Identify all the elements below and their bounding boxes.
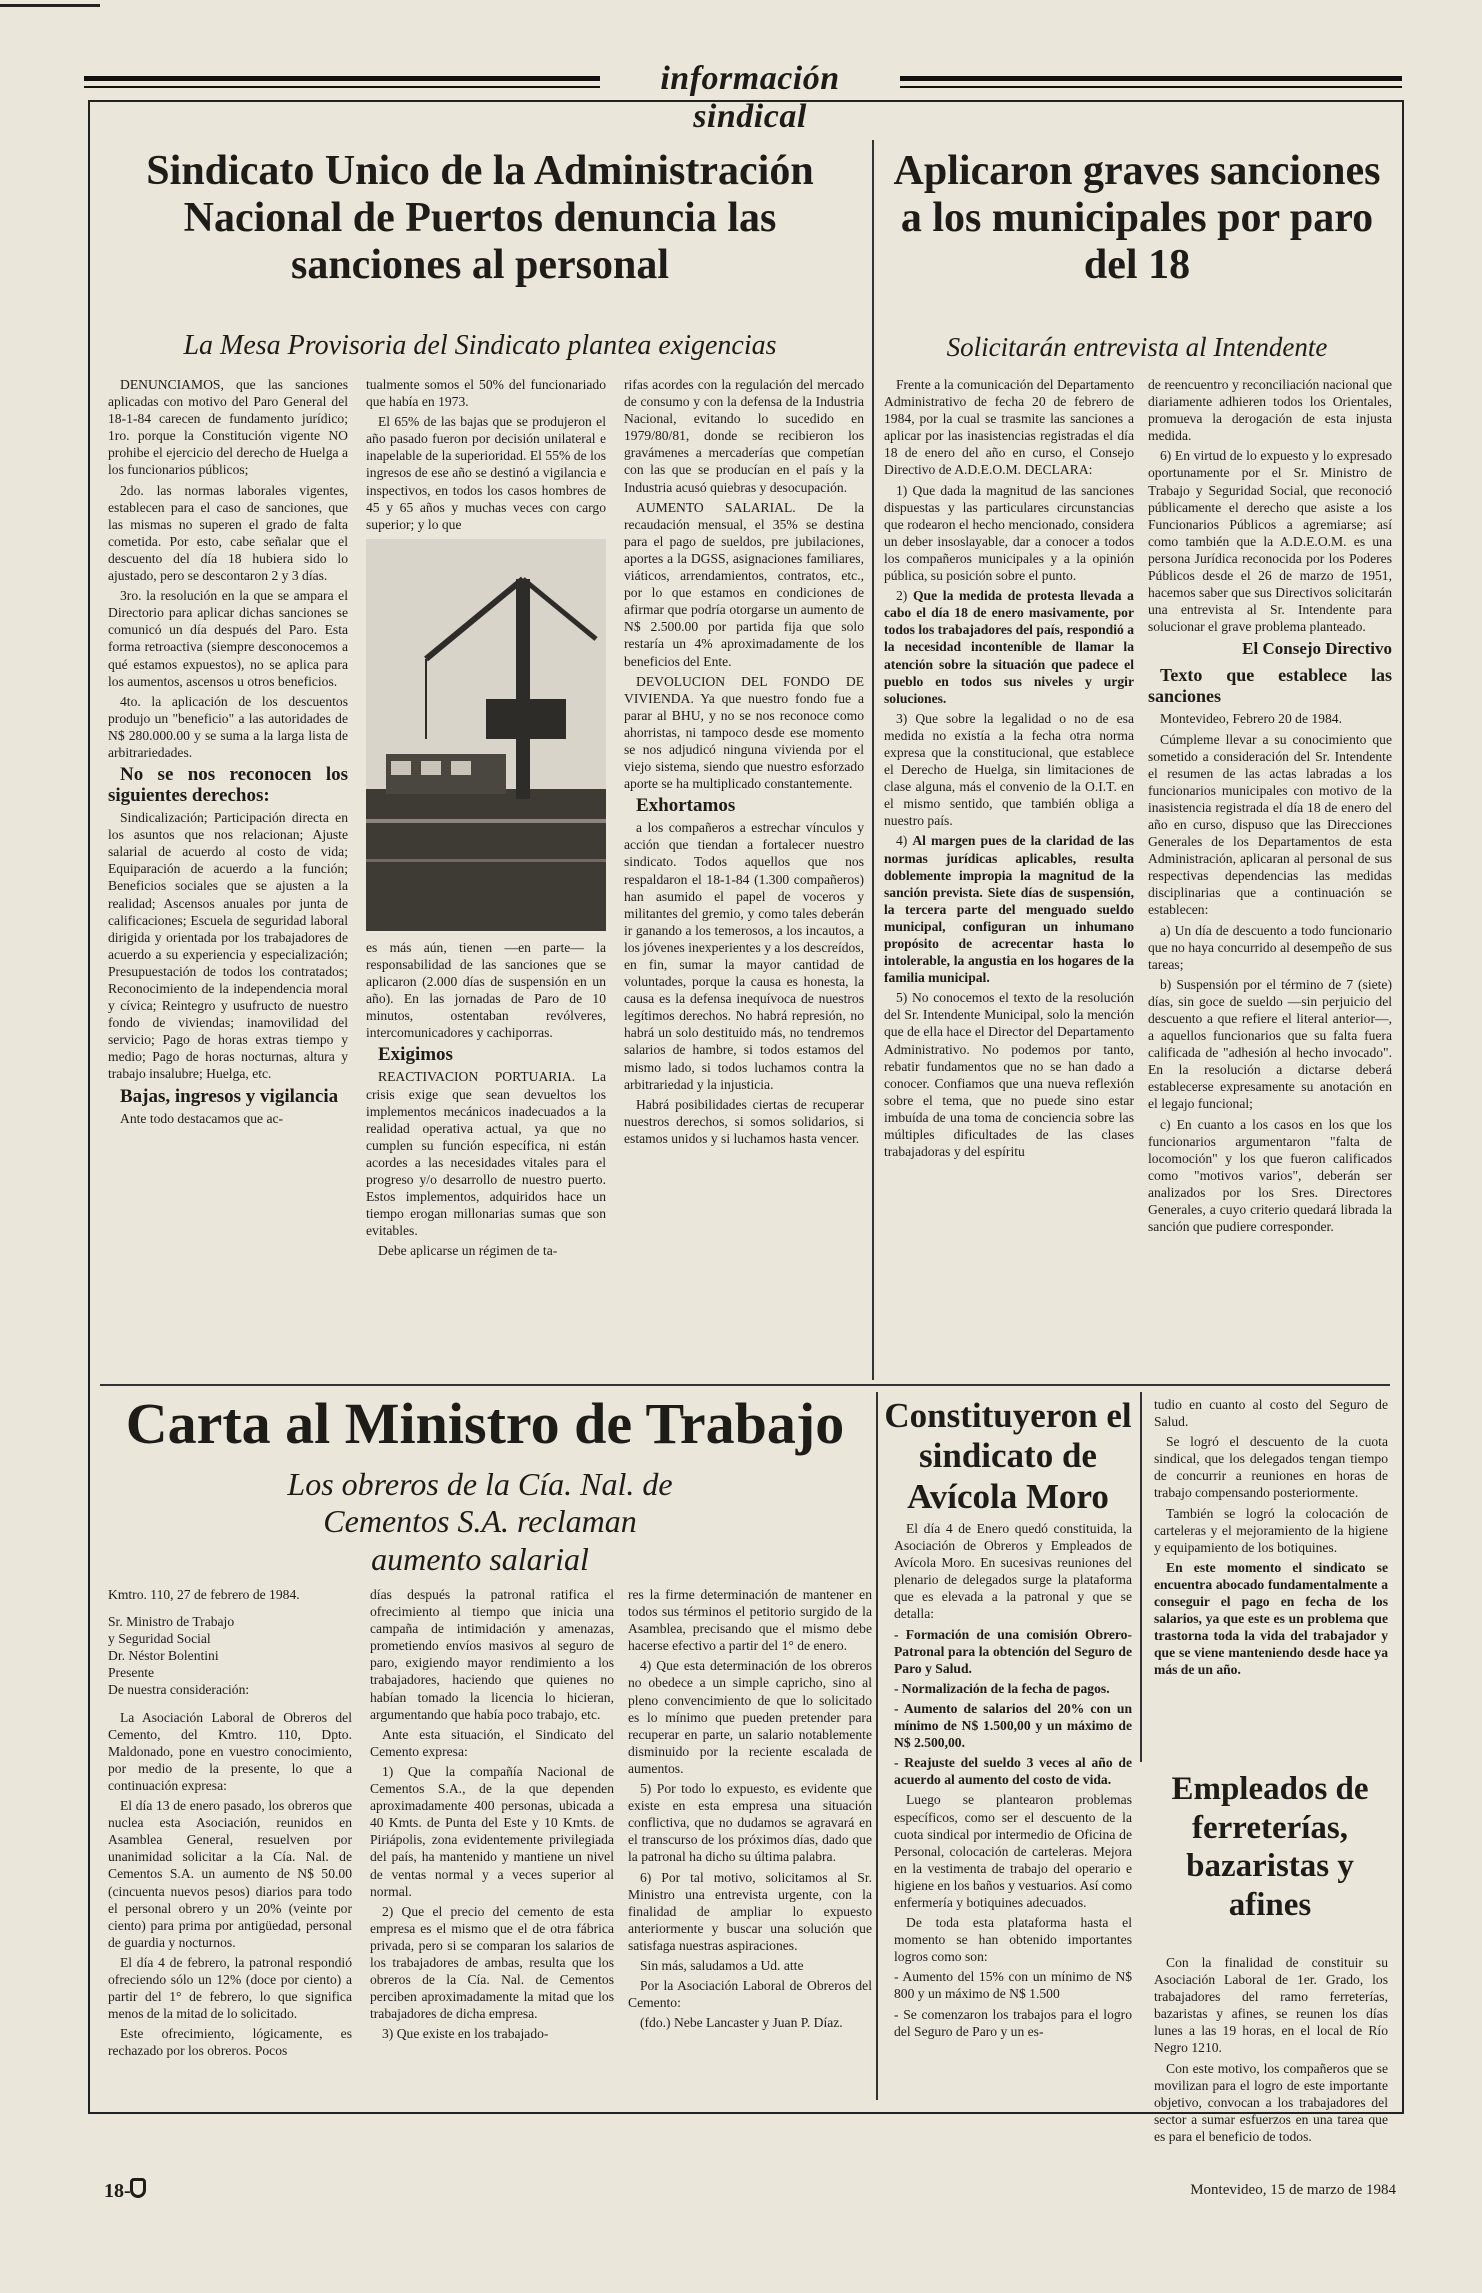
- article1-subhead: No se nos reconocen los siguientes derechos:: [108, 764, 348, 807]
- article2-paragraph: Montevideo, Febrero 20 de 1984.: [1160, 711, 1342, 727]
- article1-paragraph: Ante todo destacamos que ac-: [120, 1110, 284, 1126]
- article2-paragraph: [884, 832, 1134, 986]
- article2-column-2: [1148, 376, 1392, 1382]
- article2-item-number: 2): [896, 588, 913, 604]
- article4-achievement: - Aumento del 15% con un mínimo de N$ 800 y un máximo de N$ 1.500: [894, 1969, 1132, 2002]
- article2-subhead: Texto que establece las sanciones: [1148, 665, 1392, 707]
- section-divider: [100, 1384, 1390, 1386]
- article4-paragraph: Luego se plantearon problemas específicos, como ser el descuento de la cuota sindical por intermedio de Oficina de Personal, colocación de carteleras. Mejora en la vestimenta de trabajo del operario e higiene en los baños y vestuarios. Así como enfermería y botiquines adecuados.: [894, 1792, 1132, 1910]
- article1-paragraph: DENUNCIAMOS, que las sanciones aplicadas con motivo del Paro General del 18-1-84 carecen de fundamento jurídico; 1ro. porque la Constitución vigente NO prohibe el ejercicio del derecho de Huelga a los funcionarios públicos;: [108, 377, 348, 478]
- article2-paragraph: 3) Que sobre la legalidad o no de esa medida no existía a la fecha otra norma expresa que la constitucional, que establece el Derecho de Huelga, sin limitaciones de clase alguna, más el convenio de la O.I.T. en el mismo sentido, que también obliga a nuestro país.: [884, 710, 1134, 829]
- letter-addressee: Dr. Néstor Bolentini: [108, 1648, 219, 1664]
- letter-addressee: Sr. Ministro de Trabajo: [108, 1614, 235, 1630]
- letter-dateline: Kmtro. 110, 27 de febrero de 1984.: [108, 1587, 300, 1602]
- article1-paragraph: Sindicalización; Participación directa en los asuntos que nos relacionan; Ajuste salarial de acuerdo al costo de vida; Equiparación de acuerdo a la función; Beneficios sociales que se ajusten a la realidad; Ascensos anuales por junta de calificaciones; Escuela de seguridad laboral dirigida y orientada por los trabajadores de acuerdo a su experiencia y especialización; Presupuestación de todos los contratados; Reconocimiento de la independencia moral y cívica; Reintegro y usufructo de nuestro fondo de viviendas; inamovilidad del servicio; Pago de horas extras tiempo y medio; Pago de horas nocturnas, altura y trabajo insalubre; Huelga, etc.: [108, 810, 348, 1082]
- port-crane-illustration: [366, 539, 606, 931]
- article2-headline: Aplicaron graves sanciones a los municipales por paro del 18: [893, 148, 1381, 289]
- article3-paragraph: 5) Por todo lo expuesto, es evidente que existe en esta empresa una situación conflictiva, que no dudamos se agravará en el transcurso de los próximos días, dado que la patronal ha dicho su última palabra.: [628, 1781, 872, 1865]
- publication-logo-icon: [130, 2178, 146, 2198]
- article4-column-2: [1154, 1396, 1388, 1762]
- article5-paragraph: Con este motivo, los compañeros que se movilizan para el logro de este importante objetivo, convocan a los trabajadores del sector a sumar esfuerzos en una tarea que es para el beneficio de todos.: [1154, 2060, 1388, 2144]
- article2-paragraph: b) Suspensión por el término de 7 (siete) días, sin goce de sueldo —sin perjuicio del descuento a que refiere el literal anterior—, a aquellos funcionarios que su falta fuera calificada de "adhesión al hecho invocado". En la resolución a dictarse deberá establecerse expresamente su anotación en el legajo funcional;: [1148, 976, 1392, 1112]
- article2-paragraph: 1) Que dada la magnitud de las sanciones dispuestas y las particulares circunstancias que rodearon el hecho mencionado, considera un deber insoslayable, dar a conocer a todos los compañeros municipales y a la opinión pública, su posición sobre el punto.: [884, 482, 1134, 584]
- article4-demand: - Formación de una comisión Obrero-Patronal para la obtención del Seguro de Paro y Salud.: [894, 1626, 1132, 1676]
- page-number: 18-: [104, 2180, 131, 2202]
- article1-paragraph: 3ro. la resolución en la que se ampara el Directorio para aplicar dichas sanciones se comunicó un día después del Paro. Esta forma retroactiva (siempre desconocemos a qué estamos expuestos), no se aplica para los aumentos, ascensos u otros beneficios.: [108, 588, 348, 689]
- article2-deck: Solicitarán entrevista al Intendente: [946, 332, 1328, 362]
- article1-paragraph: tualmente somos el 50% del funcionariado que había en 1973.: [366, 377, 606, 410]
- article2-signature: El Consejo Directivo: [1242, 639, 1392, 659]
- article2-bold-text: Al margen pues de la claridad de las normas jurídicas aplicables, resulta doblemente impropia la magnitud de la sanción prevista. Siete días de suspensión, la tercera parte del menguado sueldo municipal, configuran un inhumano propósito de acrecentar hasta lo intolerable, la angustia en los hogares de la familia municipal.: [884, 833, 1134, 986]
- article3-paragraph: Por la Asociación Laboral de Obreros del Cemento:: [628, 1978, 872, 2011]
- article4-paragraph: tudio en cuanto al costo del Seguro de Salud.: [1154, 1397, 1388, 1430]
- article1-headline: Sindicato Unico de la Administración Nacional de Puertos denuncia las sanciones al personal: [146, 148, 814, 289]
- article2-paragraph: a) Un día de descuento a todo funcionario que no haya concurrido al desempeño de sus tareas;: [1148, 922, 1392, 972]
- article3-paragraph: Sin más, saludamos a Ud. atte: [640, 1957, 804, 1973]
- article1-paragraph: AUMENTO SALARIAL. De la recaudación mensual, el 35% se destina para el pago de sueldos, pre jubilaciones, aportes a la DGSS, asignaciones familiares, viáticos, arrendamientos, contratos, etc., por lo que estamos en condiciones de afirmar que podría otorgarse un aumento de N$ 2.500.00 por partida fija que solo restaría un 4% aproximadamente de los beneficios del Ente.: [624, 499, 864, 669]
- port-crane-photo: [366, 539, 606, 931]
- article1-paragraph: a los compañeros a estrechar vínculos y acción que tiendan a fortalecer nuestro sindicato. Todos aquellos que nos respaldaron el 18-1-84 (1.300 compañeros) han asumido el papel de voceros y militantes del gremio, y como tales deberán ir ganando a los temerosos, a los incautos, a los jóvenes inexperientes y a los descreídos, en fin, sumar la mayor cantidad de voluntades, porque la causa es honesta, la causa es la defensa inequívoca de nuestros legítimos derechos. No habrá represión, no habrá un solo destituido más, no tendremos salarios de hambre, si todos estamos del mismo lado, si todos luchamos contra la arbitrariedad y la injusticia.: [624, 820, 864, 1092]
- article3-paragraph: 4) Que esta determinación de los obreros no obedece a un simple capricho, sino al pleno convencimiento de que lo solicitado es lo mínimo que pueden pretender para recuperar en parte, un salario notablemente disminuido por la reciente escalada de aumentos.: [628, 1658, 872, 1776]
- article4-demand: - Reajuste del sueldo 3 veces al año de acuerdo al aumento del costo de vida.: [894, 1755, 1132, 1788]
- article3-paragraph: La Asociación Laboral de Obreros del Cemento, del Kmtro. 110, Dpto. Maldonado, pone en vuestro conocimiento, por medio de la presente, lo que a continuación expresa:: [108, 1709, 352, 1793]
- article1-deck: La Mesa Provisoria del Sindicato plantea exigencias: [183, 330, 777, 361]
- article1-subhead: Bajas, ingresos y vigilancia: [120, 1085, 339, 1107]
- section-title: información sindical: [600, 60, 900, 136]
- article3-column-2: [370, 1586, 614, 2106]
- article1-paragraph: Debe aplicarse un régimen de ta-: [378, 1243, 558, 1259]
- article3-deck: Los obreros de la Cía. Nal. de Cementos S.A. reclaman aumento salarial: [287, 1466, 673, 1577]
- article3-paragraph: 2) Que el precio del cemento de esta empresa es el mismo que el de otra fábrica privada, pero si se comparan los salarios de los trabajadores de ambas, resulta que los obreros de la Cía. Nal. de Cementos perciben aproximadamente la mitad que los trabajadores de dicha empresa.: [370, 1903, 614, 2022]
- top-rule: [0, 4, 100, 7]
- article1-subhead: Exhortamos: [636, 795, 736, 817]
- article3-paragraph: Ante esta situación, el Sindicato del Cemento expresa:: [370, 1726, 614, 1759]
- article2-paragraph: [884, 587, 1134, 707]
- article2-bold-text: Que la medida de protesta llevada a cabo el día 18 de enero masivamente, por todos los trabajadores del país, respondió a la necesidad inconteníble de llamar la atención sobre la situación que padece el pueblo en todos sus niveles y urgir soluciones.: [884, 588, 1134, 706]
- article1-column-1: [108, 376, 348, 1382]
- article4-paragraph: En este momento el sindicato se encuentra abocado fundamentalmente a conseguir el pago en fecha de los salarios, ya que este es un problema que trastorna toda la vida del trabajador y que se viene manteniendo desde hace ya más de un año.: [1154, 1559, 1388, 1678]
- article2-paragraph: de reencuentro y reconciliación nacional que diariamente adhieren todos los Orientales, promueva la derogación de esta injusta medida.: [1148, 377, 1392, 444]
- article2-paragraph: 6) En virtud de lo expuesto y lo expresado oportunamente por el Sr. Ministro de Trabajo y Seguridad Social, que reconoció públicamente el derecho que asiste a los Funcionarios Públicos a agremiarse; así como también que la A.D.E.O.M. es una persona Jurídica reconocida por los Poderes Públicos desde el 26 de marzo de 1951, hacemos saber que sus Directivos solicitarán una entrevista al Sr. Intendente para solucionar el grave problema planteado.: [1148, 448, 1392, 635]
- article3-paragraph: res la firme determinación de mantener en todos sus términos el petitorio surgido de la Asamblea, precisando que el mismo debe hacerse efectivo a partir del 1° de enero.: [628, 1587, 872, 1654]
- article3-paragraph: 6) Por tal motivo, solicitamos al Sr. Ministro una entrevista urgente, con la finalidad de ampliar lo expuesto anteriormente y buscar una solución que satisfaga nuestras aspiraciones.: [628, 1869, 872, 1953]
- article4-paragraph: También se logró la colocación de carteleras y el mejoramiento de la higiene y equipamiento de los botiquines.: [1154, 1505, 1388, 1555]
- article1-paragraph: es más aún, tienen —en parte— la responsabilidad de las sanciones que se aplicaron (2.000 días de suspensión en un año). En las jornadas de Paro de 10 minutos, ostentaban revólveres, intercomunicadores y cachiporras.: [366, 939, 606, 1041]
- article3-column-1: [108, 1586, 352, 2106]
- article1-subhead: Exigimos: [378, 1044, 453, 1066]
- article1-column-2: [366, 376, 606, 1382]
- article2-item-number: 4): [896, 833, 913, 849]
- article1-paragraph: 4to. la aplicación de los descuentos produjo un "beneficio" a las autoridades de N$ 280.000.00 y se suma a la larga lista de arbitrariedades.: [108, 693, 348, 760]
- letter-addressee: y Seguridad Social: [108, 1631, 211, 1647]
- article2-paragraph: Cúmpleme llevar a su conocimiento que sometido a consideración del Sr. Intendente el resumen de las actas labradas a los funcionarios municipales con motivo de la inasistencia registrada el día 18 de enero del año en curso, dispuso que las Direcciones Generales de los Departamentos de esta Administración, aplicaran al personal de sus respectivas dependencias las medidas disciplinarias que a continuación se establecen:: [1148, 731, 1392, 918]
- article1-paragraph: 2do. las normas laborales vigentes, establecen para el caso de sanciones, que las mismas no superen el grado de falta cometida. Por esto, cabe señalar que el descuento del día 18 hubiera sido lo ajustado, pero se descontaron 2 y 3 días.: [108, 482, 348, 584]
- article3-paragraph: El día 4 de febrero, la patronal respondió ofreciendo sólo un 12% (doce por ciento) a partir del 1° de febrero, lo que significa menos de la mitad de lo solicitado.: [108, 1954, 352, 2022]
- article4-demand: - Normalización de la fecha de pagos.: [894, 1680, 1110, 1696]
- article3-paragraph: días después la patronal ratifica el ofrecimiento al tiempo que inicia una campaña de intimidación y amenazas, prometiendo envíos masivos al seguro de paro, exigiendo mayor rendimiento a los trabajadores, haciendo que quienes no habían tomado la licencia lo hicieran, argumentando que había poco trabajo, etc.: [370, 1587, 614, 1722]
- article1-paragraph: REACTIVACION PORTUARIA. La crisis exige que sean devueltos los implementos mecánicos inadecuados a la realidad operativa actual, ya que no cumplen su función específica, ni están acordes a las necesidades vitales para el progreso y/o desarrollo de nuestro puerto. Estos implementos, adquiridos hace un tiempo erogan millonarias sumas que son evitables.: [366, 1069, 606, 1239]
- article1-paragraph: DEVOLUCION DEL FONDO DE VIVIENDA. Ya que nuestro fondo fue a parar al BHU, y no se nos reconoce como ahorristas, ni tampoco desde ese momento se nos adjudicó ninguna vivienda por el viejo sistema, siendo que nuestro esforzado aporte se ha multiplicado constantemente.: [624, 673, 864, 792]
- article5-column: [1154, 1954, 1388, 2144]
- column-divider: [872, 140, 874, 1380]
- article5-paragraph: Con la finalidad de constituir su Asociación Laboral de 1er. Grado, los trabajadores del ramo ferreterías, bazaristas y afines, se reunen los días lunes a las 19 horas, en el local de Río Negro 1210.: [1154, 1955, 1388, 2056]
- article5-headline: Empleados de ferreterías, bazaristas y afines: [1171, 1771, 1369, 1923]
- article3-paragraph: El día 13 de enero pasado, los obreros que nuclea esta Asociación, reunidos en Asamblea General, resuelven por unanimidad solicitar a la Cía. Nal. de Cementos S.A. un aumento de N$ 50.00 (cincuenta nuevos pesos) diarios para todo el personal obrero y un 20% (veinte por ciento) para prima por antigüedad, personal de guardia y nocturnos.: [108, 1798, 352, 1950]
- article3-paragraph: Este ofrecimiento, lógicamente, es rechazado por los obreros. Pocos: [108, 2026, 352, 2059]
- article4-paragraph: Se logró el descuento de la cuota sindical, que los delegados tengan tiempo de concurrir a reuniones en horas de trabajo compensando posteriormente.: [1154, 1434, 1388, 1501]
- publication-date: Montevideo, 15 de marzo de 1984: [1190, 2182, 1396, 2198]
- article3-paragraph: 3) Que existe en los trabajado-: [382, 2026, 549, 2042]
- article1-paragraph: rifas acordes con la regulación del mercado de consumo y con la defensa de la Industria Nacional, evitando lo sucedido en 1979/80/81, donde se recibieron los gravámenes a mercaderías que competían con las que se producían en el país y la Industria acusó quiebras y desocupación.: [624, 377, 864, 495]
- column-divider-lower: [876, 1392, 878, 2100]
- article1-column-3: [624, 376, 864, 1382]
- column-divider-inner: [1140, 1392, 1142, 1762]
- article2-paragraph: Frente a la comunicación del Departamento Administrativo de fecha 20 de febrero de 1984, por la cual se trasmite las sanciones a aplicar por las inasistencias registradas el día 18 de enero del año en curso, el Consejo Directivo de A.D.E.O.M. DECLARA:: [884, 377, 1134, 478]
- article1-paragraph: Habrá posibilidades ciertas de recuperar nuestros derechos, si somos solidarios, si estamos unidos y si luchamos hasta vencer.: [624, 1096, 864, 1146]
- article3-paragraph: (fdo.) Nebe Lancaster y Juan P. Díaz.: [640, 2015, 843, 2031]
- letter-addressee: Presente: [108, 1665, 155, 1681]
- article2-paragraph: c) En cuanto a los casos en los que los funcionarios argumentaron "falta de locomoción" y los que fueron calificados como "motivos varios", deberán ser analizados por los Sres. Directores Generales, a cuyo criterio quedará librada la sanción que pudiere corresponder.: [1148, 1116, 1392, 1235]
- article2-column-1: [884, 376, 1134, 1382]
- article3-column-3: [628, 1586, 872, 2106]
- article3-paragraph: 1) Que la compañía Nacional de Cementos S.A., de la que dependen aproximadamente 400 personas, ubicada a 40 Kmts. de Punta del Este y 10 Kmts. de Piriápolis, zona evidentemente privilegiada del país, ha mantenido y mantiene un nivel de ventas normal y a veces superior al normal.: [370, 1763, 614, 1899]
- letter-salutation: De nuestra consideración:: [108, 1682, 250, 1698]
- article1-paragraph: El 65% de las bajas que se produjeron el año pasado fueron por decisión unilateral e inapelable de la superioridad. El 55% de los ingresos de ese año se destinó a vigilancia e inspectivos, en todos los casos hombres de 45 y 65 años y muchas veces con cargo superior; y lo que: [366, 414, 606, 532]
- article4-demand: - Aumento de salarios del 20% con un mínimo de N$ 1.500,00 y un máximo de N$ 2.500,00.: [894, 1700, 1132, 1751]
- article2-paragraph: 5) No conocemos el texto de la resolución del Sr. Intendente Municipal, solo la mención que de ella hace el Director del Departamento Administrativo. No podemos por tanto, rebatir fundamentos que no se han dado a conocer. Confiamos que una nueva reflexión sobre el tema, que no puede sino estar imbuída de una toma de conciencia sobre las múltiples dificultades de las clases trabajadoras y del espíritu: [884, 990, 1134, 1160]
- article4-headline: Constituyeron el sindicato de Avícola Moro: [884, 1396, 1132, 1516]
- article3-headline: Carta al Ministro de Trabajo: [125, 1391, 845, 1456]
- article4-achievement: - Se comenzaron los trabajos para el logro del Seguro de Paro y un es-: [894, 2006, 1132, 2039]
- article4-paragraph: De toda esta plataforma hasta el momento se han obtenido importantes logros como son:: [894, 1915, 1132, 1965]
- article4-paragraph: El día 4 de Enero quedó constituida, la Asociación de Obreros y Empleados de Avícola Moro. En sucesivas reuniones del plenario de delegados surge la plataforma que es elevada a la patronal y que se detalla:: [894, 1521, 1132, 1622]
- article4-column-1: [894, 1520, 1132, 2106]
